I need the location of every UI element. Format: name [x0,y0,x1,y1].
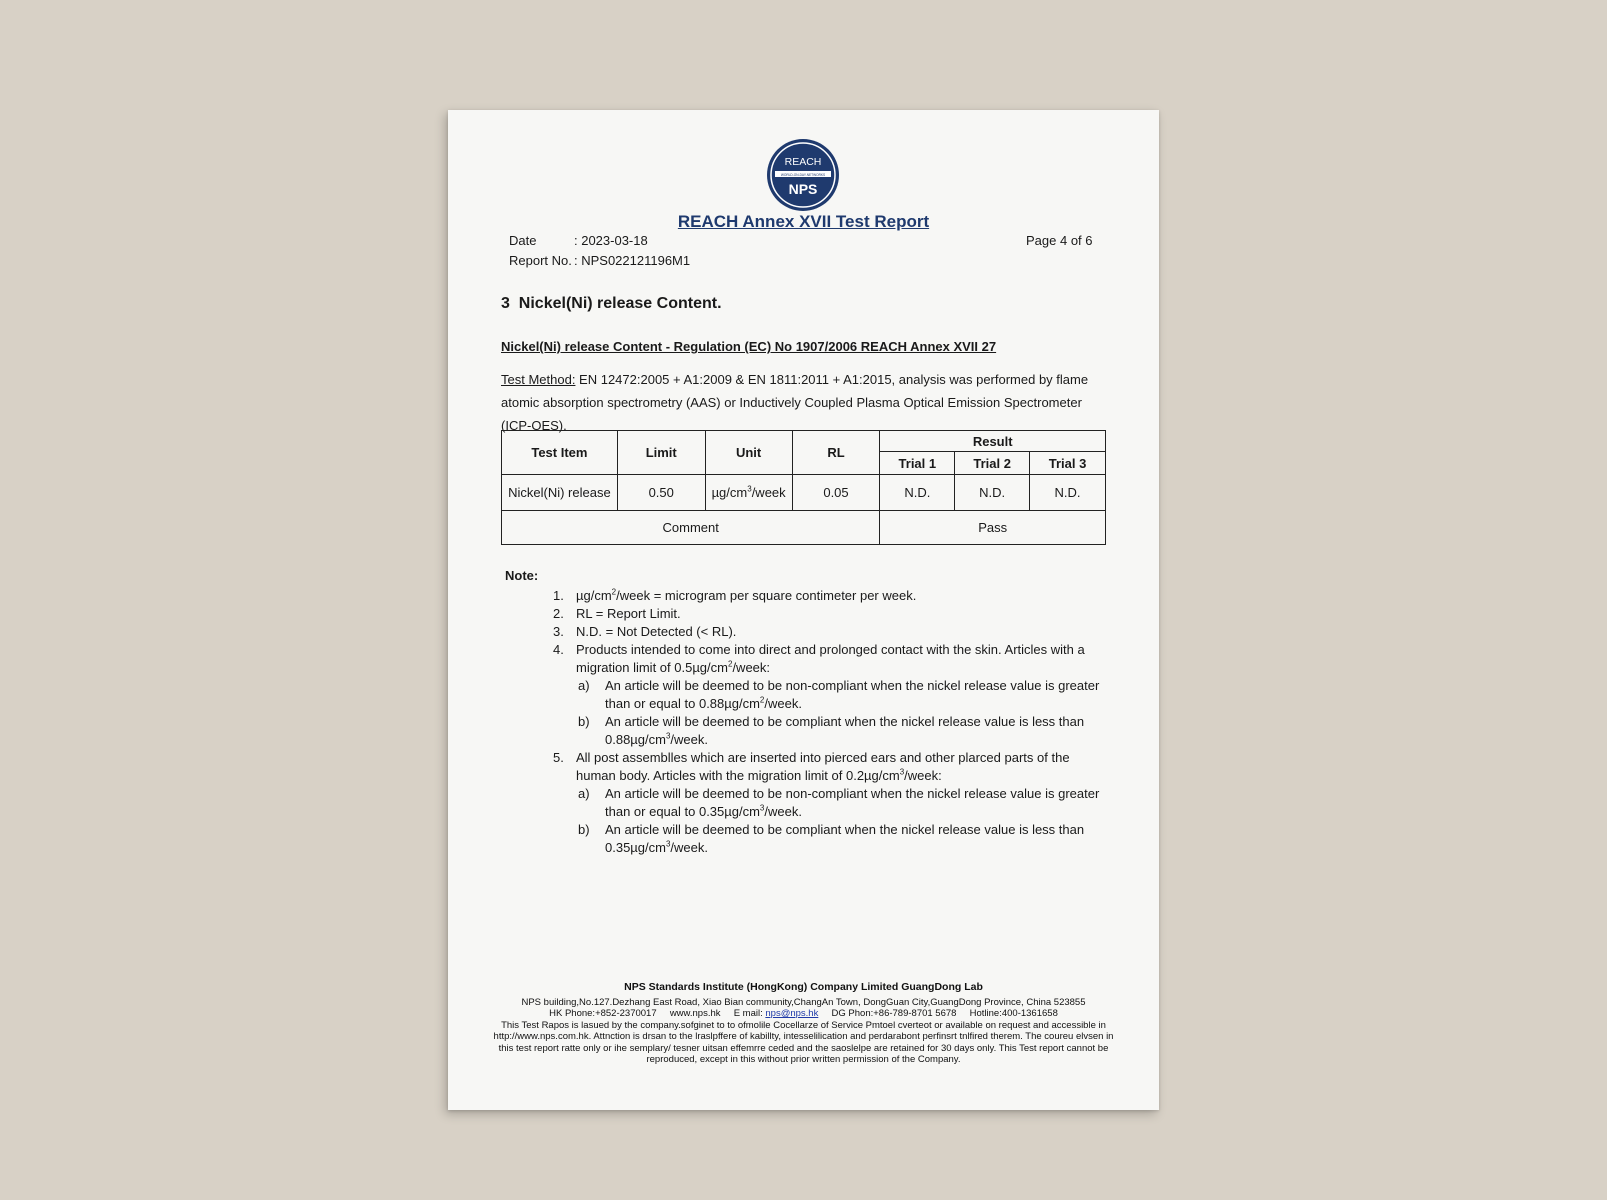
table-row [502,475,1106,511]
cell-unit [705,475,792,511]
note-superscript: 2 [611,587,617,597]
cell-trial-3: N.D. [1030,475,1106,511]
header-result: Result [880,431,1106,452]
footer-address: NPS building,No.127.Dezhang East Road, Xiao Bian community,ChangAn Town, DongGuan City,GuangDong Province, China 523855 [521,996,1086,1008]
header-unit: Unit [705,431,792,475]
note-text: /week. [670,840,708,855]
footer-email-link[interactable]: nps@nps.hk [765,1008,819,1019]
footer-contact [488,1008,1119,1020]
note-letter: b) [578,822,590,837]
note-text: /week = microgram per square contimeter per week. [616,588,917,603]
note-superscript: 3 [899,767,905,777]
cell-trial-2: N.D. [955,475,1030,511]
note-item [505,641,1105,677]
note-number: 3. [553,624,564,639]
report-number-line [509,253,690,268]
note-number: 2. [553,606,564,621]
note-subitem [505,821,1105,857]
note-superscript: 3 [759,803,765,813]
note-superscript: 2 [727,659,733,669]
note-item [505,749,1105,785]
note-subitem [505,677,1105,713]
note-text: /week: [904,768,942,783]
note-text: All post assemblles which are inserted into pierced ears and other plarced parts of the human body. Articles with the migration limit of 0.2µg/cm [576,750,1070,783]
note-text: An article will be deemed to be non-compliant when the nickel release value is greater than or equal to 0.35µg/cm [605,786,1100,819]
date-label: Date [509,233,537,248]
section-heading [501,295,722,313]
note-item [505,605,1105,623]
note-text: N.D. = Not Detected (< RL). [576,624,737,639]
note-text: /week. [764,804,802,819]
note-number: 4. [553,642,564,657]
note-superscript: 3 [665,731,671,741]
page-footer [488,982,1119,1066]
note-subitem [505,785,1105,821]
test-method-label: Test Method: [501,372,576,387]
unit-superscript: 3 [747,484,752,494]
test-method-text: EN 12472:2005 + A1:2009 & EN 1811:2011 + A1:2015, analysis was performed by flame atomic absorption spectrometry (AAS) or Inductively Coupled Plasma Optical Emission Spectrometer (ICP-OES). [501,372,1089,433]
header-trial-3: Trial 3 [1030,452,1106,475]
results-table [501,430,1106,545]
note-text: RL = Report Limit. [576,606,681,621]
seal-small-text: WORLD-ON-DAY-NETWORKS [780,172,826,177]
note-letter: a) [578,678,590,693]
cell-test-item: Nickel(Ni) release [502,475,618,511]
header-rl: RL [792,431,880,475]
footer-contact-text: DG Phon:+86-789-8701 5678 Hotline:400-1361658 [818,1008,1058,1019]
note-item [505,623,1105,641]
footer-disclaimer: This Test Rapos is lasued by the company.sofginet to to ofmolile Cocellarze of Service Pmtoel cverteot or available on request and accessible in http://www.nps.com.hk. Attnction is drsan to the lraslpffere of kabillty, intesselilication and perdarabont perfinsrt tnlfired therem. The coureu elvsen in this test report ratte only or ihe semplary/ tesner uitsan effemrre ceded and the saoslelpe are retained for 30 days only. This Test report cannot be reproduced, except in this without prior written permission of the Company. [493,1019,1114,1065]
footer-contact-text: HK Phone:+852-2370017 www.nps.hk E mail: [549,1008,766,1019]
cell-rl: 0.05 [792,475,880,511]
note-item [505,587,1105,605]
report-title: REACH Annex XVII Test Report [677,212,930,231]
report-number-label: Report No. [509,253,572,268]
note-number: 5. [553,750,564,765]
seal-bottom-text: NPS [788,181,818,197]
note-text: An article will be deemed to be compliant when the nickel release value is less than 0.35µg/cm [605,822,1085,855]
note-superscript: 2 [759,695,765,705]
note-text: /week. [670,732,708,747]
cell-trial-1: N.D. [880,475,955,511]
reach-nps-seal-icon [766,138,840,212]
header-test-item: Test Item [502,431,618,475]
comment-label: Comment [502,511,880,545]
footer-company: NPS Standards Institute (HongKong) Company Limited GuangDong Lab [624,981,983,993]
date-value: : 2023-03-18 [574,233,648,248]
header-trial-1: Trial 1 [880,452,955,475]
section-title: Nickel(Ni) release Content. [518,295,722,312]
date-line [509,233,648,248]
note-superscript: 3 [665,839,671,849]
cell-limit: 0.50 [617,475,705,511]
regulation-subtitle: Nickel(Ni) release Content - Regulation (EC) No 1907/2006 REACH Annex XVII 27 [501,339,997,354]
notes-section [505,568,1105,857]
note-text: /week. [764,696,802,711]
test-method [501,368,1106,437]
section-number: 3 [501,295,510,312]
unit-suffix: /week [751,485,786,500]
header-trial-2: Trial 2 [955,452,1030,475]
note-letter: b) [578,714,590,729]
notes-heading: Note: [505,568,539,583]
note-text: Products intended to come into direct and prolonged contact with the skin. Articles with a migration limit of 0.5µg/cm [576,642,1085,675]
note-text: An article will be deemed to be compliant when the nickel release value is less than 0.88µg/cm [605,714,1085,747]
seal-top-text: REACH [784,156,822,168]
note-number: 1. [553,588,564,603]
comment-value: Pass [880,511,1106,545]
note-text: An article will be deemed to be non-compliant when the nickel release value is greater than or equal to 0.88µg/cm [605,678,1100,711]
note-subitem [505,713,1105,749]
note-letter: a) [578,786,590,801]
page-number: Page 4 of 6 [1026,233,1093,248]
unit-text: µg/cm [711,485,748,500]
header-limit: Limit [617,431,705,475]
report-page [448,110,1159,1110]
note-text: /week: [732,660,771,675]
note-text: µg/cm [576,588,612,603]
report-number-value: : NPS022121196M1 [574,253,691,268]
